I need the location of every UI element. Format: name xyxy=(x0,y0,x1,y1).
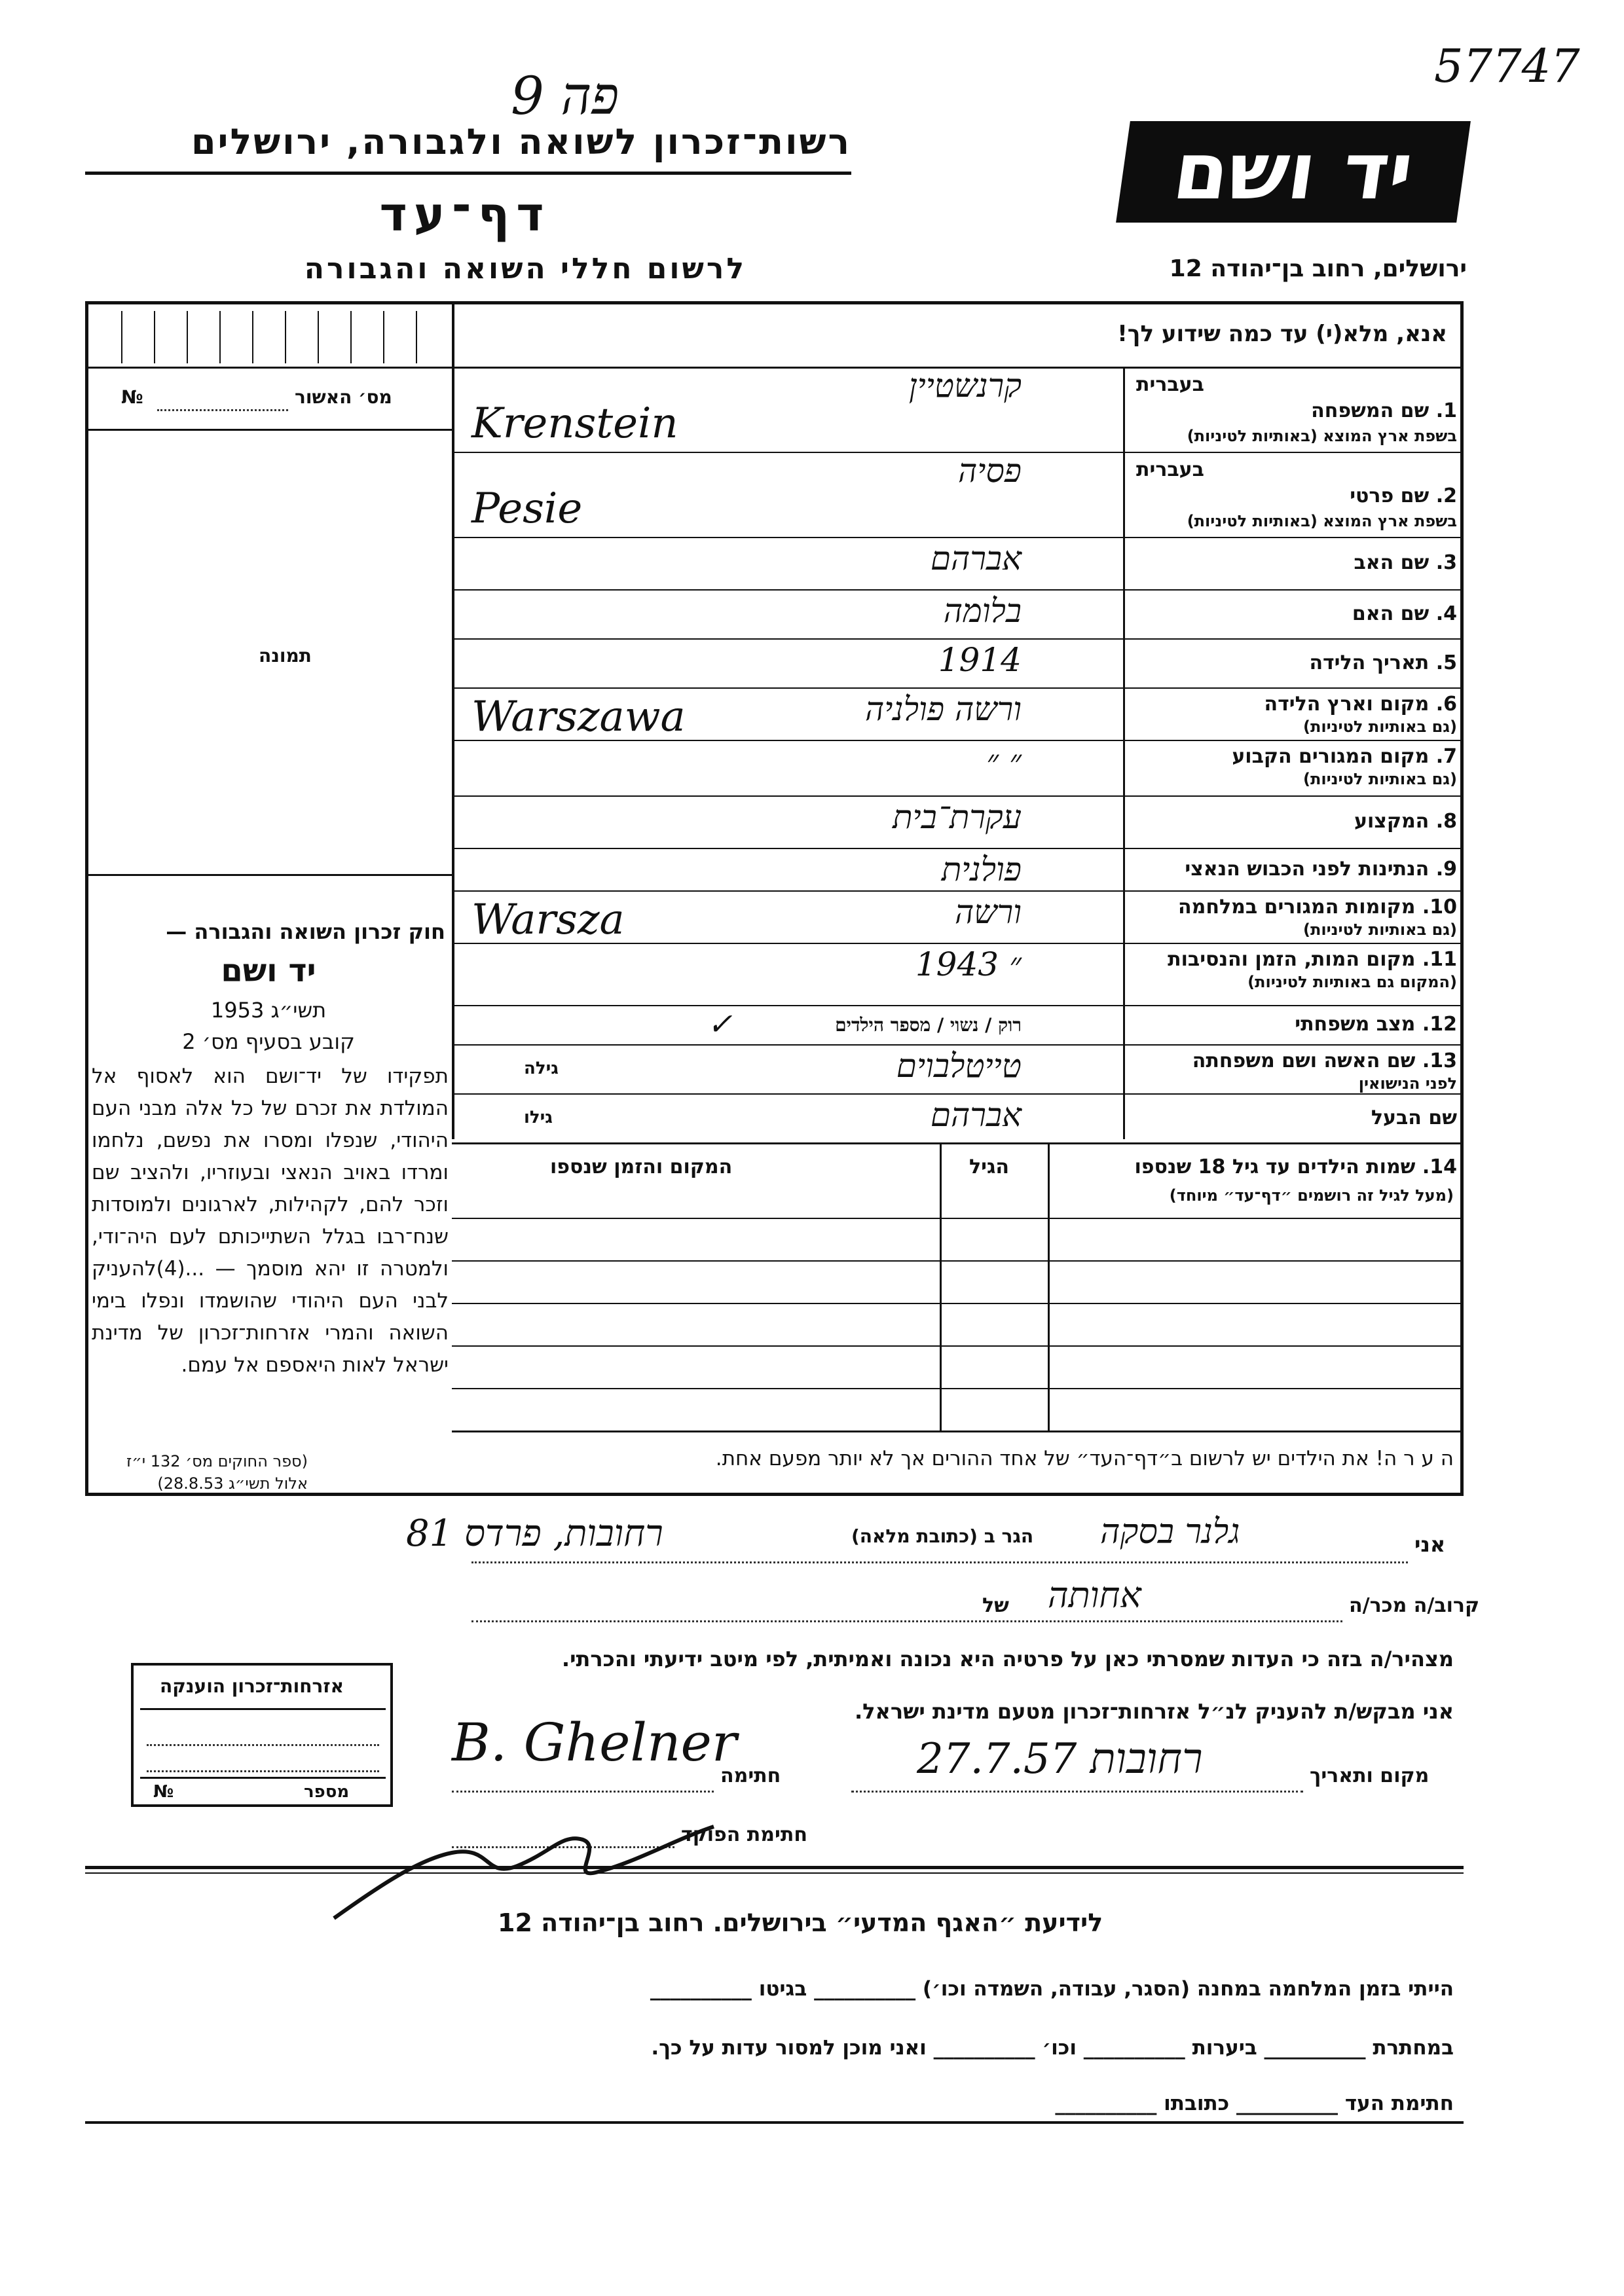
field-rule xyxy=(452,848,1464,849)
age-label: גילה xyxy=(524,1059,559,1078)
children-row-3 xyxy=(452,1303,1464,1304)
photo-bottom-rule xyxy=(88,874,452,876)
field-label: 3. שם האב xyxy=(1354,551,1457,574)
declarant-address: רחובות, פרדס 81 xyxy=(406,1512,663,1555)
field-rule xyxy=(452,1005,1464,1006)
children-divider-2 xyxy=(1048,1142,1050,1430)
law-name: יד ושם xyxy=(221,953,316,989)
field-label: 9. הנתינות לפני הכבוש הנאצי xyxy=(1185,858,1457,881)
field-value: פולנית xyxy=(941,850,1022,888)
citizenship-title: אזרחות־זכרון הוענקה xyxy=(160,1675,344,1697)
field-value: רוק / נשוי / מספר הילדים xyxy=(835,1014,1022,1036)
field-value: פסיה xyxy=(957,452,1022,490)
field-sublabel: (גם באותיות לטיניות) xyxy=(1303,770,1457,788)
signature-label: חתימה xyxy=(720,1764,781,1787)
top-handwriting: פה 9 xyxy=(511,65,619,126)
field-label: שם הבעל xyxy=(1371,1106,1457,1129)
relation: אחותה xyxy=(1048,1575,1141,1616)
header-address: ירושלים, רחוב בן־יהודה 12 xyxy=(1169,255,1467,282)
field-rule xyxy=(452,890,1464,892)
field-label: 7. מקום המגורים הקבוע xyxy=(1232,745,1457,768)
field-value: ״ ״ xyxy=(986,742,1022,780)
field-label: 11. מקום המות, הזמן והנסיבות xyxy=(1168,948,1457,971)
photo-label: תמונה xyxy=(259,645,312,666)
bottom-line-1: הייתי בזמן המלחמה במחנה (הסגר, עבודה, השמדה וכו׳) __________ בגיטו __________ xyxy=(650,1977,1454,2001)
field-value-latin: Krenstein xyxy=(471,399,678,448)
place-date-line xyxy=(851,1791,1303,1793)
check-mark: ✓ xyxy=(707,1006,733,1042)
field-sublabel: (גם באותיות לטיניות) xyxy=(1303,920,1457,939)
field-value: אברהם xyxy=(930,539,1022,577)
approval-no-symbol: № xyxy=(121,386,143,408)
id-boxes xyxy=(88,304,452,369)
note: ה ע ר ה! את הילדים יש לרשום ב״דף־העד״ של אחד ההורים אך לא יותר מפעם אחת. xyxy=(715,1447,1454,1470)
field-label: 6. מקום וארץ הלידה xyxy=(1264,693,1457,716)
form-subtitle: לרשום חללי השואה והגבורה xyxy=(304,252,747,285)
authority-title: רשות־זכרון לשואה ולגבורה, ירושלים xyxy=(191,121,851,162)
authority-rule xyxy=(85,172,851,175)
law-clause: קובע בסעיף מס׳ 2 xyxy=(182,1029,355,1054)
children-subheader: (מעל לגיל זה רושמים ״דף־עד״ מיוחד) xyxy=(1169,1186,1454,1205)
request-text: אני מבקש/ת להעניק לנ״ל אזרחות־זכרון מטעם מדינת ישראל. xyxy=(855,1699,1454,1724)
children-header: 14. שמות הילדים עד גיל 18 שנספו xyxy=(1134,1156,1457,1178)
children-divider-1 xyxy=(940,1142,942,1430)
field-value-latin: Warszawa xyxy=(471,693,686,741)
approval-no-line xyxy=(157,409,288,411)
field-label: 2. שם פרטי xyxy=(1350,484,1457,507)
field-label: 10. מקומות המגורים במלחמה xyxy=(1178,896,1457,919)
bottom-rule xyxy=(85,2121,1464,2124)
memorial-citizenship-box xyxy=(131,1663,393,1807)
children-row-2 xyxy=(452,1260,1464,1262)
yad-vashem-logo: יד ושם xyxy=(1116,121,1471,223)
form-instruction: אנא, מלא(י) עד כמה שידוע לך! xyxy=(1117,321,1447,347)
declaration-i: אני xyxy=(1414,1532,1446,1557)
field-value: ורשה xyxy=(954,893,1022,931)
field-rule xyxy=(452,795,1464,797)
bottom-line-3: חתימת העד __________ כתובתו __________ xyxy=(1055,2092,1454,2115)
bottom-top-rule-2 xyxy=(85,1872,1464,1874)
field-rule xyxy=(452,638,1464,640)
bottom-title: לידיעת ״האגף המדעי״ בירושלים. רחוב בן־יהודה 12 xyxy=(498,1908,1103,1937)
children-row-4 xyxy=(452,1345,1464,1347)
citizenship-number-label: מספר xyxy=(304,1782,350,1802)
field-value-latin: Warsza xyxy=(471,896,625,944)
age-label: גילו xyxy=(524,1108,553,1127)
field-value: בלומה xyxy=(943,592,1022,630)
form-name: דף־עד xyxy=(379,187,551,242)
field-value: אברהם xyxy=(930,1096,1022,1134)
bottom-line-2: במחתרת __________ ביערות __________ וכו׳ __________ ואני מוכן למסור עדות על כך. xyxy=(651,2036,1454,2060)
field-value: טייטלבוים xyxy=(896,1047,1022,1085)
law-text: תפקידו של יד־ושם הוא לאסוף אל המולדת את זכרם של כל אלה מבני העם היהודי, שנפלו ומסרו את נפשם, נלחמו ומרדו באויב הנאצי ובעוזריו, ולהציב שם וזכר להם, לקהילות, לארגונים ולמוסדות שנח־רבו בגלל השתייכותם לעם היה־ודי, ולמטרה זו יהא מוסמך — ...(4)להעניק לבני העם היהודי שהושמדו ונפלו בימי השואה והמרי אזרחות־זכרון של מדינת ישראל לאות היאספם אל עמם. xyxy=(92,1065,449,1377)
children-top-rule xyxy=(452,1142,1464,1144)
label-column-divider xyxy=(1123,367,1125,1139)
field-value-latin: Pesie xyxy=(471,484,583,533)
children-place-header: המקום והזמן שנספו xyxy=(550,1156,733,1178)
place-date: רחובות 27.7.57 xyxy=(917,1735,1203,1783)
field-label: 4. שם האם xyxy=(1352,602,1457,625)
field-label: 12. מצב משפחתי xyxy=(1295,1013,1457,1036)
field-rule xyxy=(452,687,1464,689)
officer-label: חתימת הפוקד xyxy=(681,1823,807,1846)
declaration-line xyxy=(471,1561,1408,1563)
field-rule xyxy=(452,1044,1464,1046)
field-value: ״ 1943 xyxy=(915,945,1022,983)
field-tag: בעברית xyxy=(1136,458,1204,481)
children-row-1 xyxy=(452,1218,1464,1219)
field-value: קרנשטיין xyxy=(908,367,1022,405)
field-rule xyxy=(452,589,1464,591)
place-date-label: מקום ותאריך xyxy=(1310,1764,1430,1787)
signature: B. Ghelner xyxy=(452,1712,737,1773)
address-label: הגר ב (כתובת מלאה) xyxy=(851,1525,1034,1547)
approval-no-label: מס׳ האשור xyxy=(295,386,392,408)
field-sublabel: בשפת ארץ המוצא (באותיות לטיניות) xyxy=(1187,512,1457,530)
field-label: 13. שם האשה ושם משפחתה xyxy=(1192,1049,1457,1072)
law-source: (ספר החוקים מס׳ 132 י״ז אלול תשי״ג 28.8.53) xyxy=(126,1452,308,1493)
left-column-divider xyxy=(452,301,454,1139)
field-value: עקרת־בית xyxy=(893,798,1022,836)
field-sublabel: לפני הנישואין xyxy=(1358,1074,1457,1093)
relative-line xyxy=(471,1620,1342,1622)
bottom-top-rule xyxy=(85,1866,1464,1869)
declaration-text: מצהיר/ה בזה כי העדות שמסרתי כאן על פרטיה היא נכונה ואמיתית, לפי מיטב ידיעתי והכרתי. xyxy=(561,1647,1454,1671)
declarant-name: גלנר בסקה xyxy=(1100,1512,1240,1552)
children-row-5 xyxy=(452,1388,1464,1389)
corner-number: 57747 xyxy=(1434,39,1580,93)
field-sublabel: (גם באותיות לטיניות) xyxy=(1303,718,1457,736)
law-year: תשי״ג 1953 xyxy=(210,998,327,1023)
field-rule xyxy=(452,1093,1464,1095)
photo-top-rule xyxy=(88,429,452,431)
field-label: 1. שם המשפחה xyxy=(1311,399,1457,422)
field-sublabel: בשפת ארץ המוצא (באותיות לטיניות) xyxy=(1187,427,1457,445)
citizenship-no-symbol: № xyxy=(153,1782,174,1802)
field-tag: בעברית xyxy=(1136,373,1204,396)
law-title: חוק זכרון השואה והגבורה — xyxy=(166,919,445,944)
field-rule xyxy=(452,537,1464,538)
field-label: 8. המקצוע xyxy=(1354,810,1457,833)
field-label: 5. תאריך הלידה xyxy=(1309,651,1457,674)
children-age-header: הגיל xyxy=(969,1156,1009,1178)
children-bottom-rule xyxy=(452,1430,1464,1432)
of-label: של xyxy=(982,1594,1009,1617)
field-value: 1914 xyxy=(938,641,1022,679)
relative-label: קרוב/ה מכר/ה xyxy=(1349,1594,1480,1617)
field-sublabel: (המקום גם באותיות לטיניות) xyxy=(1247,973,1457,991)
field-value: ורשה פולניה xyxy=(865,690,1022,728)
